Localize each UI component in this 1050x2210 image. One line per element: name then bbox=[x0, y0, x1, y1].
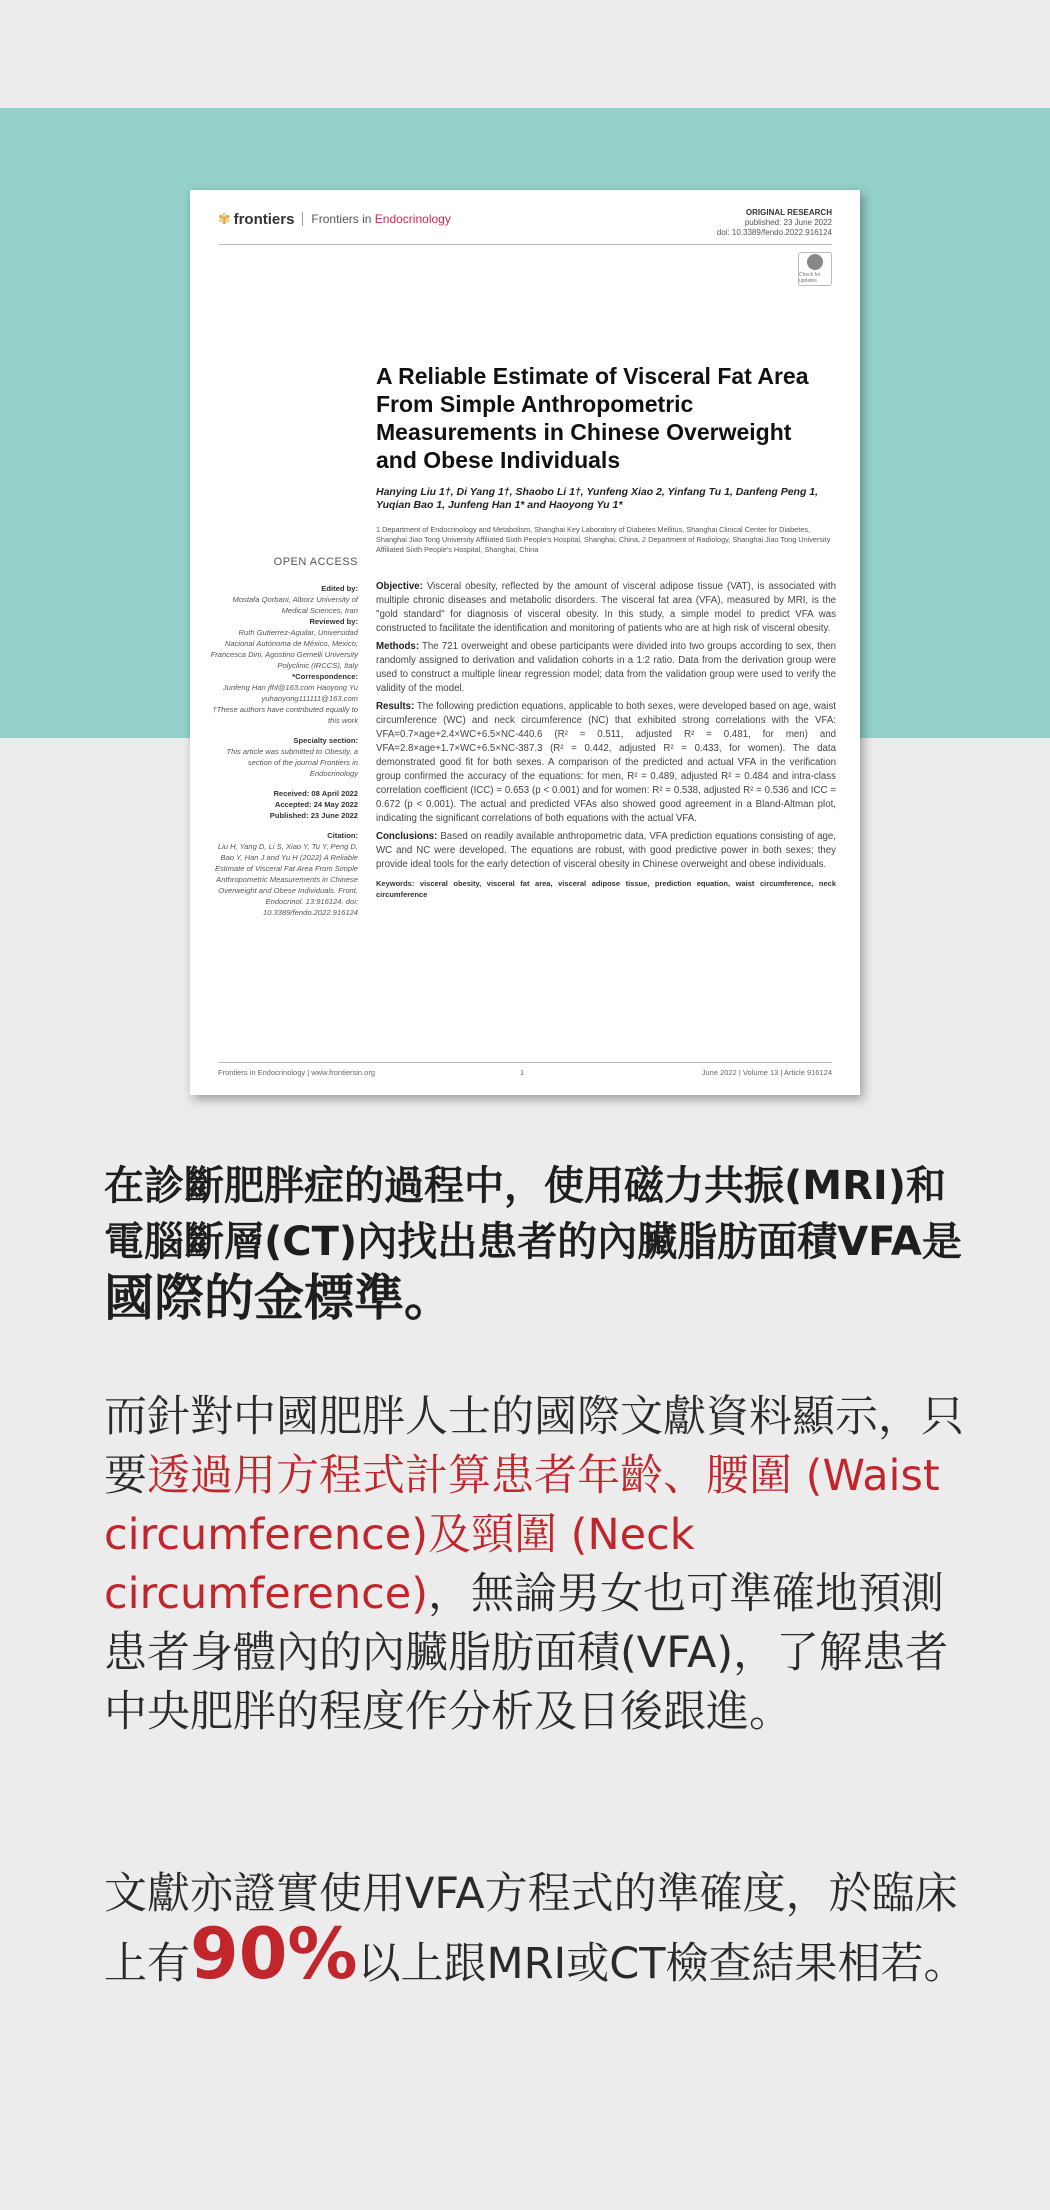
logo-divider bbox=[302, 212, 303, 226]
footer-journal: Frontiers in Endocrinology | www.frontiersin.org bbox=[218, 1068, 376, 1077]
paper-affiliations: 1 Department of Endocrinology and Metabolism, Shanghai Key Laboratory of Diabetes Mellitus, Shanghai Clinical Center for Diabetes, Shanghai Jiao Tong University Affiliated Sixth People's Hospital, Shanghai, China, 2 Department of Radiology, Shanghai Jiao Tong University Affiliated Sixth People's Hospital, Shanghai, China bbox=[376, 525, 831, 554]
check-updates-badge: Check for updates bbox=[798, 252, 832, 286]
published-date: published: 23 June 2022 bbox=[744, 218, 832, 227]
journal-logo bbox=[218, 210, 451, 228]
paper-abstract bbox=[376, 580, 836, 900]
paper-sidebar: Edited by: Mostafa Qorbani, Alborz University of Medical Sciences, Iran Reviewed by: Ruth Gutierrez-Aguilar, Universidad Nacional Autónoma de México, Mexico; Francesca Dini, Agostino Gemelli University Polyclinic (IRCCS), Italy *Correspondence: Junfeng Han jfhl@163.com Haoyong Yu yuhaoyong111111@163.com †These authors have contributed equally to this work Specialty section: This article was submitted to Obesity, a section of the journal Frontiers in Endocrinology Received: 08 April 2022 Accepted: 24 May 2022 Published: 23 June 2022 Citation: Liu H, Yang D, Li S, Xiao Y, Tu Y, Peng D, Bao Y, Han J and Yu H (2022) A Reliable Estimate of Visceral Fat Area From Simple Anthropometric Measurements in Chinese Overweight and Obese Individuals. Front. Endocrinol. 13:916124. doi: 10.3389/fendo.2022.916124 bbox=[210, 584, 358, 917]
article-meta bbox=[717, 208, 832, 238]
accuracy-percent: 90% bbox=[190, 1913, 358, 1995]
footer-volume: June 2022 | Volume 13 | Article 916124 bbox=[701, 1068, 832, 1077]
doi: doi: 10.3389/fendo.2022.916124 bbox=[716, 228, 832, 237]
brand-name: frontiers bbox=[233, 210, 295, 228]
paper-title: A Reliable Estimate of Visceral Fat Area From Simple Anthropometric Measurements in Chinese Overweight and Obese Individuals bbox=[376, 363, 809, 473]
main-heading bbox=[104, 1158, 970, 1330]
article-type: ORIGINAL RESEARCH bbox=[745, 208, 832, 217]
paper-authors: Hanying Liu 1†, Di Yang 1†, Shaobo Li 1†, Yunfeng Xiao 2, Yinfang Tu 1, Danfeng Peng 1, Yuqian Bao 1, Junfeng Han 1* and Haoyong Yu 1* bbox=[376, 486, 819, 511]
abstract-objective: Objective: Visceral obesity, reflected by the amount of visceral adipose tissue (VAT), is associated with multiple chronic diseases and metabolic disorders. The visceral fat area (VFA), measured by MRI, is the "gold standard" for diagnosis of visceral obesity. In this study, a simple model to predict VFA was constructed to facilitate the identification and monitoring of patients who are at high risk of visceral obesity. bbox=[376, 581, 837, 634]
journal-name: Frontiers in Endocrinology bbox=[311, 212, 451, 226]
paragraph-accuracy: 文獻亦證實使用VFA方程式的準確度，於臨床上有90%以上跟MRI或CT檢查結果相若。 bbox=[104, 1869, 967, 1995]
header-divider bbox=[218, 244, 832, 245]
heading-text: 在診斷肥胖症的過程中，使用磁力共振(MRI)和電腦斷層(CT)內找出患者的內臟脂肪面積VFA是 bbox=[104, 1163, 962, 1265]
highlight-equation-text: 透過用方程式計算患者年齡、腰圍 (Waist circumference)及頸圍 (Neck circumference) bbox=[104, 1451, 940, 1619]
paragraph-equation: 而針對中國肥胖人士的國際文獻資料顯示，只要透過用方程式計算患者年齡、腰圍 (Waist circumference)及頸圍 (Neck circumference)，無論男女也可準確地預測患者身體內的內臟脂肪面積(VFA)，了解患者中央肥胖的程度作分析及日後跟進。 bbox=[104, 1392, 964, 1737]
footer-divider bbox=[218, 1062, 832, 1063]
footer-page-number: 1 bbox=[520, 1068, 525, 1077]
frontiers-logo-icon: ✾ bbox=[218, 211, 231, 228]
paper-keywords: Keywords: visceral obesity, visceral fat area, visceral adipose tissue, prediction equation, waist circumference, neck circumference bbox=[376, 879, 836, 899]
heading-emphasis: 國際的金標準。 bbox=[104, 1269, 454, 1327]
open-access-label: OPEN ACCESS bbox=[273, 556, 358, 568]
abstract-results: Results: The following prediction equations, applicable to both sexes, were developed based on age, waist circumference (WC) and neck circumference (NC) that exhibited strong correlations with the VFA: VFA=0.7×age+2.4×WC+6.5×NC-440.6 (R² = 0.511, adjusted R² = 0.481, for men) and VFA=2.8×age+1.7×WC+6.5×NC-387.3 (R² = 0.442, adjusted R² = 0.433, for women). The data demonstrated good fit for both sexes. A comparison of the predicted and actual VFA in the verification group confirmed the accuracy of the equations: for men, R² = 0.489, adjusted R² = 0.484 and intra-class correlation coefficient (ICC) = 0.653 (p < 0.001) and for women: R² = 0.538, adjusted R² = 0.536 and ICC = 0.672 (p < 0.001). The actual and predicted VFAs also showed good agreement in a Bland-Altman plot, indicating the significant correlations of both equations with the actual VFA. bbox=[376, 701, 836, 824]
abstract-methods: Methods: The 721 overweight and obese participants were divided into two groups according to sex, then randomly assigned to derivation and validation cohorts in a 1:2 ratio. Data from the derivation group were used to construct a multiple linear regression model; data from the validation group were used to verify the validity of the model. bbox=[376, 641, 836, 694]
update-icon bbox=[807, 254, 823, 270]
abstract-conclusions: Conclusions: Based on readily available anthropometric data, VFA prediction equations consisting of age, WC and NC were developed. The equations are robust, with good predictive power in both sexes; they provide ideal tools for the early detection of visceral obesity in Chinese overweight and obese individuals. bbox=[376, 831, 836, 870]
paper-first-page-image bbox=[190, 190, 860, 1095]
